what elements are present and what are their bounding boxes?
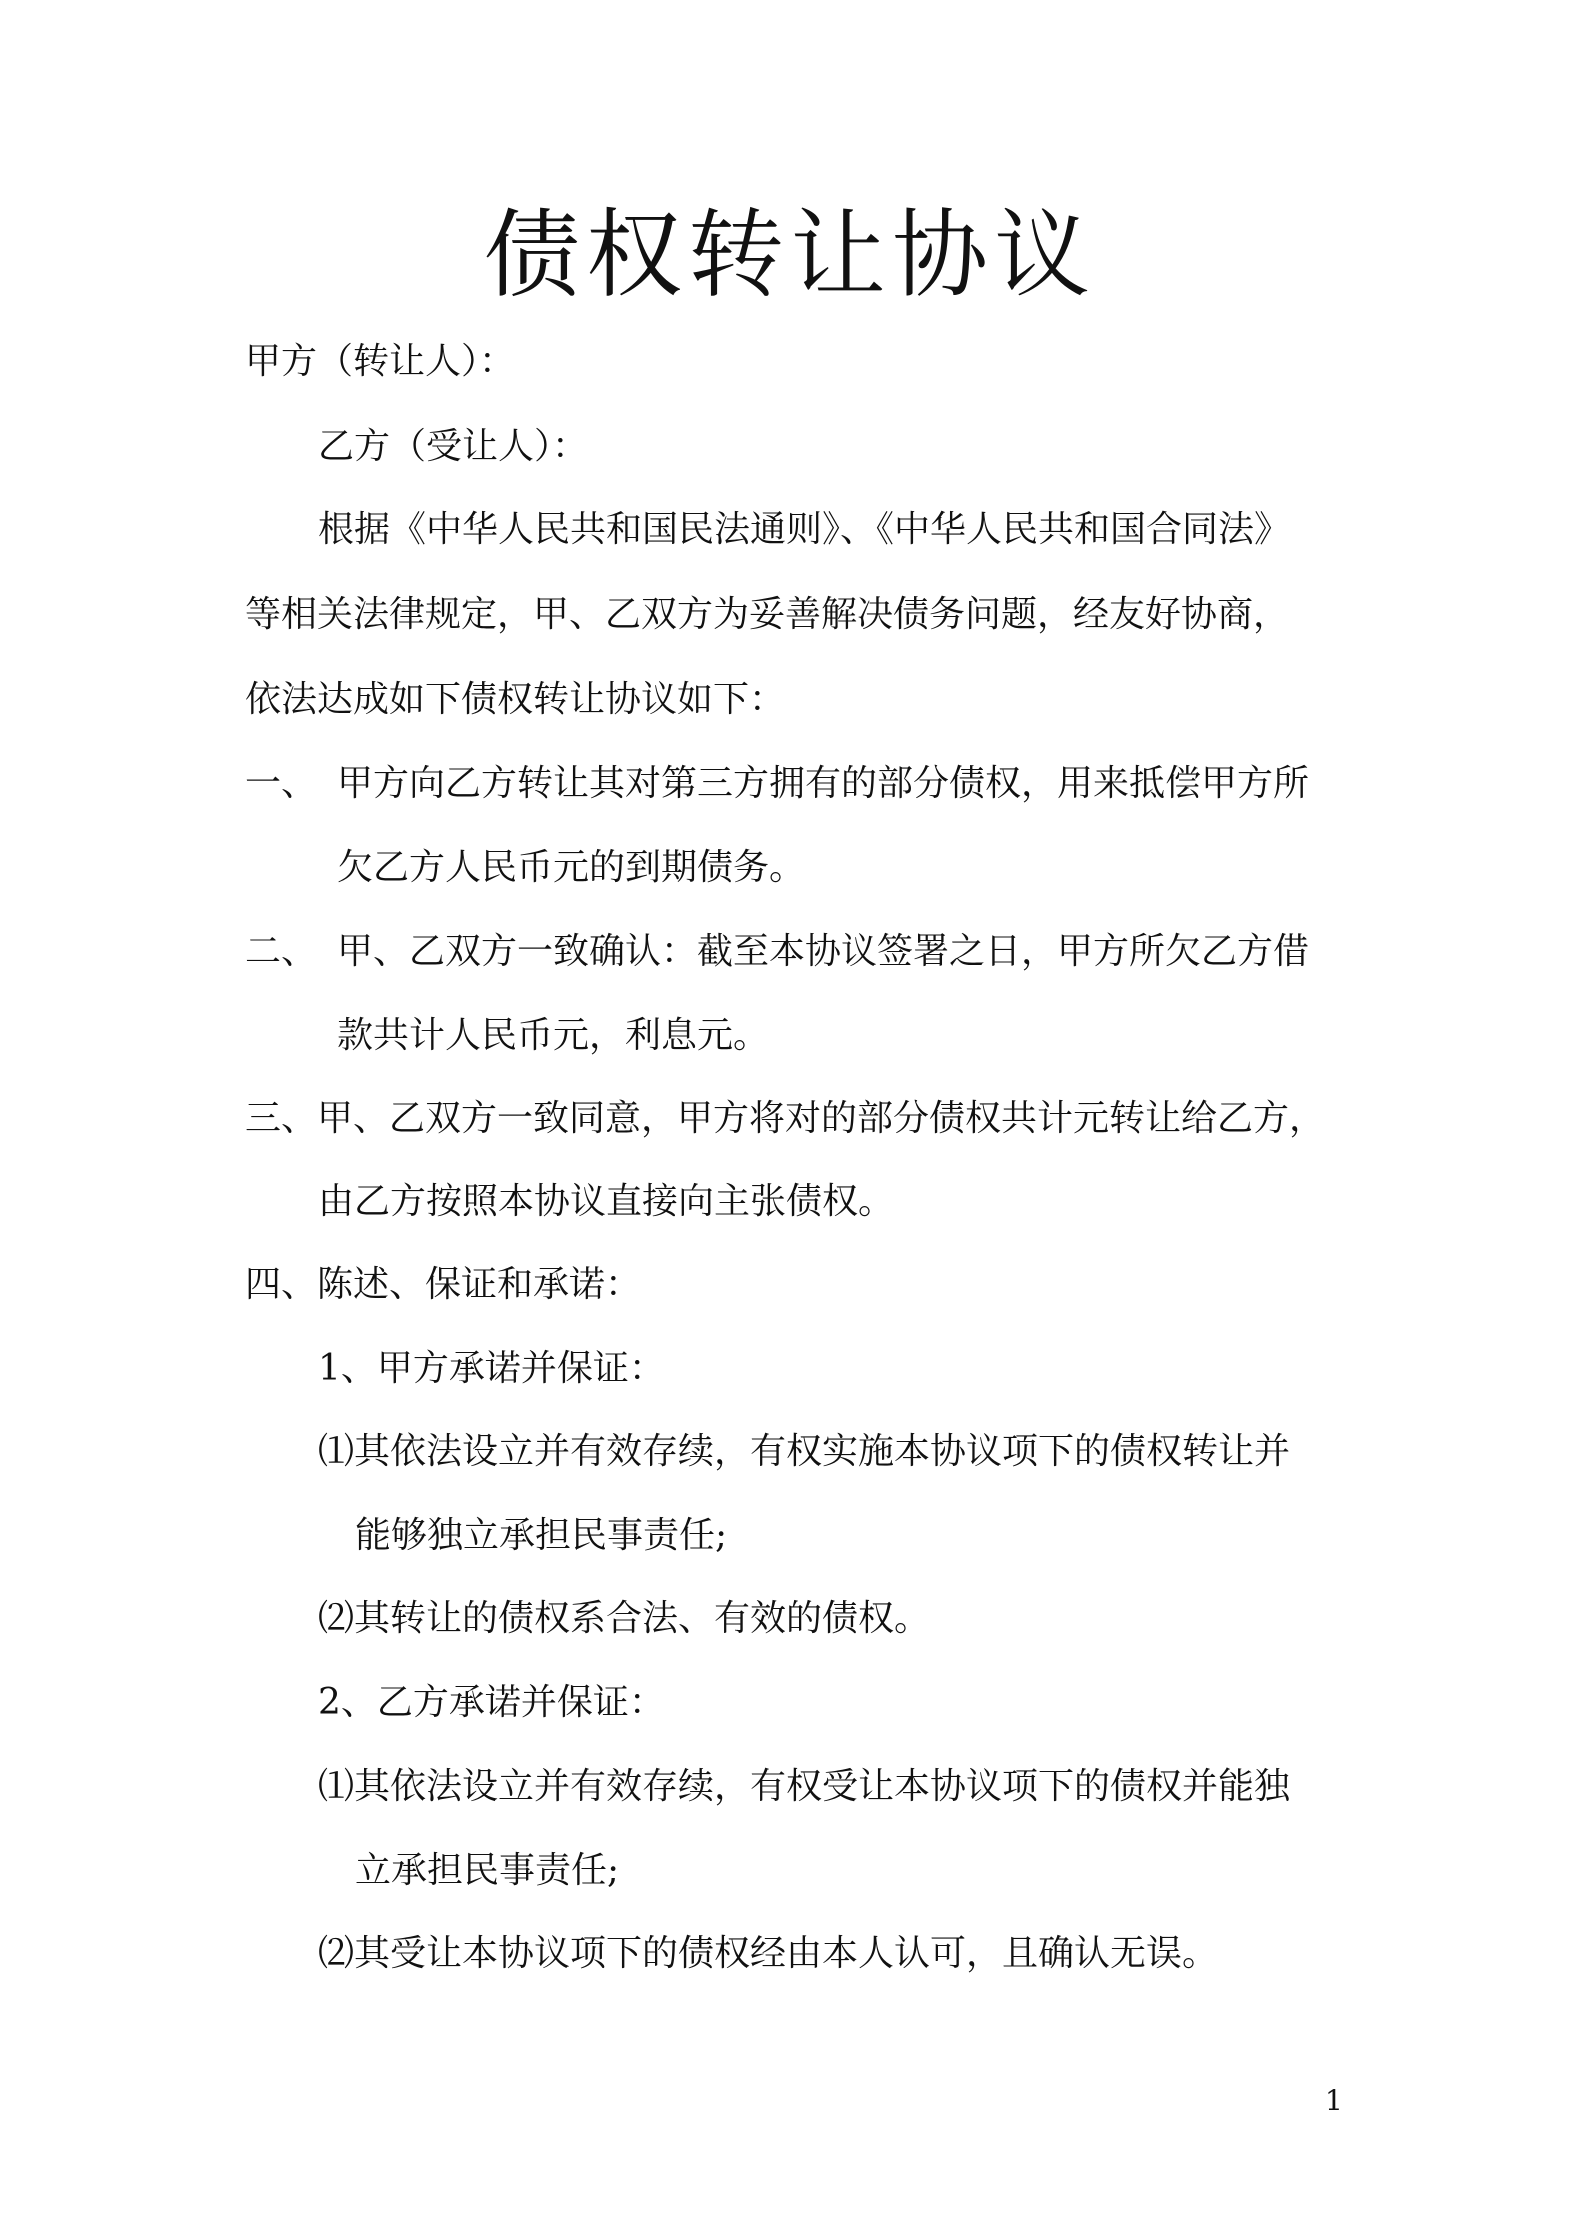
- party-a-item-1-line-1: ⑴其依法设立并有效存续，有权实施本协议项下的债权转让并: [318, 1431, 1291, 1472]
- party-a-line: 甲方（转让人）：: [245, 341, 516, 382]
- party-b-item-2: ⑵其受让本协议项下的债权经由本人认可，且确认无误。: [318, 1933, 1219, 1974]
- preamble-line-2: 等相关法律规定，甲、乙双方为妥善解决债务问题，经友好协商，: [245, 594, 1290, 635]
- document-title: 债权转让协议: [484, 199, 1096, 311]
- party-b-line: 乙方（受让人）：: [318, 426, 589, 467]
- party-b-item-1-line-2: 立承担民事责任;: [355, 1850, 620, 1891]
- clause-1-line-2: 欠乙方人民币元的到期债务。: [337, 847, 806, 888]
- clause-2-number: 二、: [245, 931, 318, 972]
- clause-3-line-1: 三、甲、乙双方一致同意，甲方将对的部分债权共计元转让给乙方，: [245, 1098, 1326, 1139]
- clause-4-heading: 四、陈述、保证和承诺：: [245, 1264, 642, 1305]
- party-b-item-1-line-1: ⑴其依法设立并有效存续，有权受让本协议项下的债权并能独: [318, 1766, 1291, 1807]
- clause-1-number: 一、: [245, 763, 318, 804]
- clause-2-line-1: 甲、乙双方一致确认：截至本协议签署之日，甲方所欠乙方借: [337, 931, 1310, 972]
- party-a-commitment-heading: 1、甲方承诺并保证：: [318, 1348, 665, 1389]
- preamble-line-1: 根据《中华人民共和国民法通则》、《中华人民共和国合同法》: [318, 509, 1291, 550]
- preamble-line-3: 依法达成如下债权转让协议如下：: [245, 679, 786, 720]
- clause-1-line-1: 甲方向乙方转让其对第三方拥有的部分债权，用来抵偿甲方所: [337, 763, 1310, 804]
- party-a-item-1-line-2: 能够独立承担民事责任;: [355, 1515, 728, 1556]
- page-number: 1: [1325, 2084, 1343, 2117]
- party-a-item-2: ⑵其转让的债权系合法、有效的债权。: [318, 1598, 931, 1639]
- clause-2-line-2: 款共计人民币元，利息元。: [337, 1015, 770, 1056]
- party-b-commitment-heading: 2、乙方承诺并保证：: [318, 1682, 665, 1723]
- clause-3-line-2: 由乙方按照本协议直接向主张债权。: [318, 1181, 895, 1222]
